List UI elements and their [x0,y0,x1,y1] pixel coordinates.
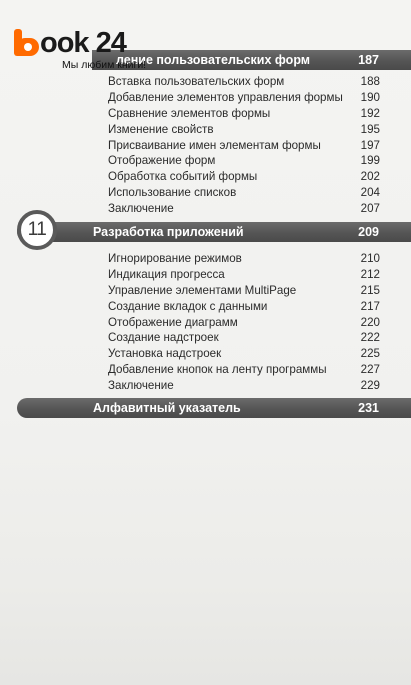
toc-entry: Заключение 229 [108,379,380,393]
toc-list-forms [108,74,380,217]
chapter-header-bar [17,222,411,242]
chapter-number-badge: 11 [17,210,57,250]
logo-wordmark [14,28,126,58]
index-title: Алфавитный указатель [93,401,241,415]
toc-entry: Индикация прогресса 212 [108,267,380,281]
toc-list-chapter-11 [108,251,380,394]
chapter-page: 209 [358,225,379,239]
toc-entry: Обработка событий формы 202 [108,170,380,184]
toc-entry: Использование списков 204 [108,186,380,200]
toc-entry: Создание вкладок с данными 217 [108,299,380,313]
book24-watermark-logo [14,27,147,71]
toc-entry: Создание надстроек 222 [108,331,380,345]
logo-b-icon [14,29,39,56]
toc-entry: Игнорирование режимов 210 [108,252,380,265]
index-page: 231 [358,401,379,415]
logo-word: ook 24 [40,27,126,59]
section-page: 187 [358,53,379,67]
toc-entry: Присваивание имен элементам формы 197 [108,138,380,152]
toc-entry: Заключение 207 [108,202,380,216]
logo-tagline: Мы любим книги! [62,59,147,71]
index-header-bar [17,398,411,418]
toc-entry: Добавление элементов управления формы 190 [108,90,380,104]
toc-entry: Управление элементами MultiPage 215 [108,283,380,297]
toc-entry: Отображение диаграмм 220 [108,315,380,329]
toc-entry: Вставка пользовательских форм 188 [108,75,380,88]
toc-entry: Установка надстроек 225 [108,347,380,361]
toc-entry: Сравнение элементов формы 192 [108,106,380,120]
toc-entry: Отображение форм 199 [108,154,380,168]
toc-entry: Изменение свойств 195 [108,122,380,136]
section-title: ление пользовательских форм [116,53,311,67]
chapter-title: Разработка приложений [93,225,244,239]
toc-entry: Добавление кнопок на ленту программы 227 [108,363,380,377]
